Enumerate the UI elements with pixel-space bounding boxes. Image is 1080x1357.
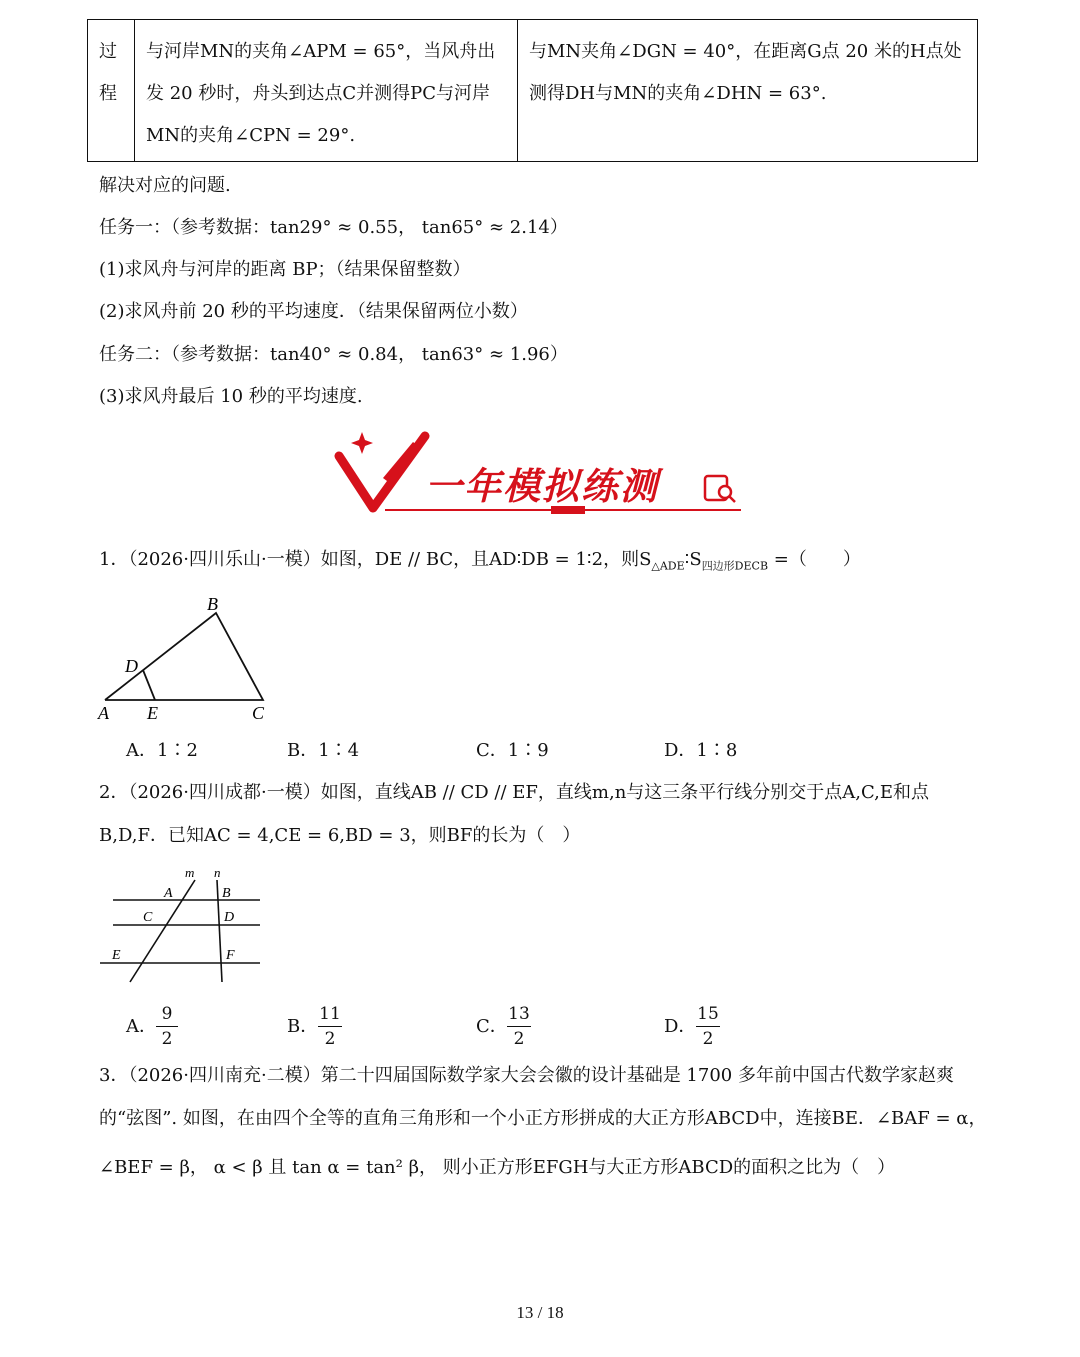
option-a-letter[interactable]: A．: [126, 1016, 157, 1037]
table-header-char: 过: [99, 41, 117, 62]
problem-1-subscript: 四边形DECB: [701, 559, 769, 573]
table-cell-task2: [518, 20, 977, 161]
problem-2-figure: [95, 862, 270, 987]
table-text-line: 与河岸MN的夹角∠APM = 65°，当风舟出: [146, 41, 496, 62]
option-b[interactable]: B．1∶4: [287, 740, 360, 761]
option-c[interactable]: C．1∶9: [476, 740, 549, 761]
option-b-letter[interactable]: B．: [287, 1016, 319, 1037]
problem-1-figure: [95, 590, 280, 725]
problem-2-line1: 2．（2026·四川成都·一模）如图，直线AB // CD // EF，直线m,n与这三条平行线分别交于点A,C,E和点: [99, 782, 930, 803]
table-text-line: 发 20 秒时，舟头到达点C并测得PC与河岸: [146, 83, 491, 104]
figure-label: D: [224, 910, 235, 925]
section-banner: [333, 428, 745, 520]
question-3: (3)求风舟最后 10 秒的平均速度.: [99, 386, 363, 407]
figure-label: C: [143, 910, 153, 925]
banner-title: 一年模拟练测: [425, 465, 659, 508]
table-header-cell: [88, 20, 135, 161]
option-d-fraction[interactable]: [696, 1004, 720, 1049]
option-a-fraction[interactable]: [156, 1004, 178, 1049]
intro-text: 解决对应的问题.: [99, 175, 231, 196]
fraction-denominator: 2: [702, 1029, 714, 1049]
option-c-letter[interactable]: C．: [476, 1016, 508, 1037]
option-b-fraction[interactable]: [318, 1004, 342, 1049]
problem-1-text: 1．（2026·四川乐山·一模）如图，DE // BC，且AD∶DB = 1∶2，则S: [99, 549, 652, 570]
question-2: (2)求风舟前 20 秒的平均速度．（结果保留两位小数）: [99, 301, 528, 322]
fraction-numerator: 9: [161, 1004, 173, 1024]
fraction-denominator: 2: [513, 1029, 525, 1049]
fraction-denominator: 2: [324, 1029, 336, 1049]
figure-label: n: [214, 865, 221, 880]
problem-3-line3: ∠BEF = β， α < β 且 tan α = tan² β， 则小正方形EFGH与大正方形ABCD的面积之比为（ ）: [99, 1157, 896, 1178]
table-header-char: 程: [99, 83, 117, 104]
figure-label: C: [252, 703, 265, 723]
figure-label: E: [147, 703, 158, 723]
figure-label: F: [226, 948, 235, 963]
problem-1-subscript: △ADE: [651, 559, 685, 573]
problem-3-line2: 的“弦图”. 如图，在由四个全等的直角三角形和一个小正方形拼成的大正方形ABCD中，连接BE．∠BAF = α，: [99, 1108, 987, 1129]
figure-label: A: [98, 703, 109, 723]
table-text-line: 与MN夹角∠DGN = 40°，在距离G点 20 米的H点处: [529, 41, 962, 62]
figure-label: D: [125, 656, 138, 676]
task1-heading: 任务一：（参考数据：tan29° ≈ 0.55， tan65° ≈ 2.14）: [99, 217, 568, 238]
figure-label: B: [207, 594, 218, 614]
problem-1-text: =（ ）: [768, 549, 861, 570]
problem-1-text: ∶S: [684, 549, 702, 570]
figure-label: A: [164, 886, 173, 901]
fraction-numerator: 11: [319, 1004, 341, 1024]
question-1: (1)求风舟与河岸的距离 BP；（结果保留整数）: [99, 259, 471, 280]
option-d-letter[interactable]: D．: [664, 1016, 697, 1037]
page-number: 13 / 18: [516, 1303, 564, 1322]
option-c-fraction[interactable]: [507, 1004, 531, 1049]
figure-label: B: [222, 886, 231, 901]
fraction-numerator: 13: [508, 1004, 530, 1024]
table-text-line: MN的夹角∠CPN = 29°.: [146, 125, 356, 146]
problem-2-line2: B,D,F．已知AC = 4,CE = 6,BD = 3，则BF的长为（ ）: [99, 825, 581, 846]
process-table: [87, 19, 978, 162]
table-cell-task1: [135, 20, 518, 161]
fraction-denominator: 2: [161, 1029, 173, 1049]
option-d[interactable]: D．1∶8: [664, 740, 738, 761]
fraction-numerator: 15: [697, 1004, 719, 1024]
option-a[interactable]: A．1∶2: [126, 740, 198, 761]
figure-label: E: [112, 948, 121, 963]
figure-label: m: [185, 865, 195, 880]
table-text-line: 测得DH与MN的夹角∠DHN = 63°.: [529, 83, 827, 104]
problem-1-stem: [99, 548, 861, 579]
task2-heading: 任务二：（参考数据：tan40° ≈ 0.84， tan63° ≈ 1.96）: [99, 344, 568, 365]
problem-3-line1: 3．（2026·四川南充·二模）第二十四届国际数学家大会会徽的设计基础是 1700 多年前中国古代数学家赵爽: [99, 1065, 954, 1086]
